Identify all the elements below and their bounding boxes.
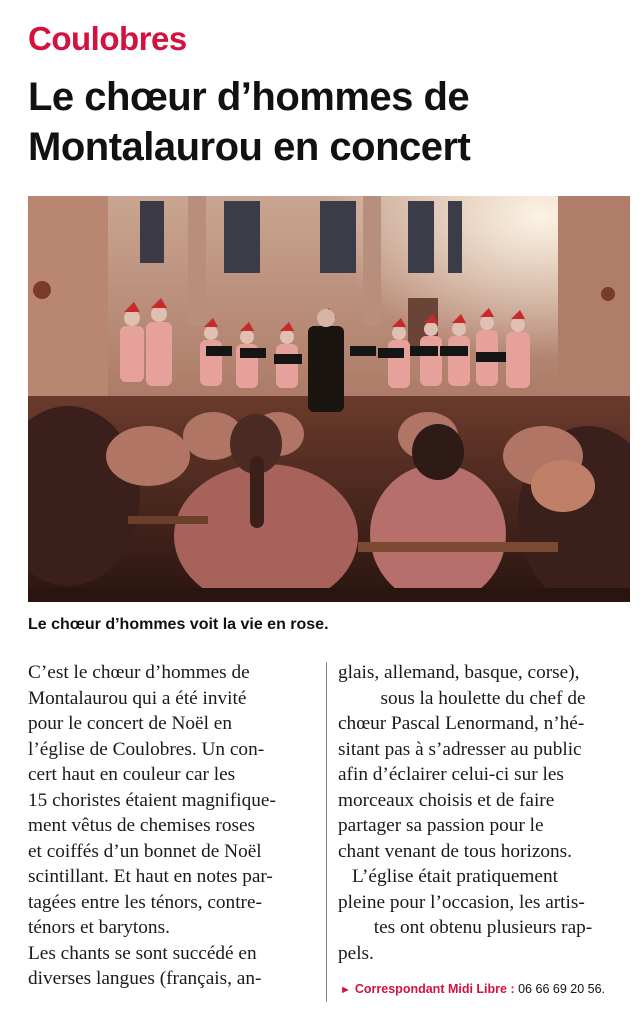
headline-line-1: Le chœur d’hommes de <box>28 75 470 119</box>
correspondent-contact <box>340 982 605 996</box>
text-line: l’église de Coulobres. Un con- <box>28 738 265 760</box>
correspondent-label: Correspondant Midi Libre : <box>354 982 515 996</box>
text-line: diverses langues (français, an- <box>28 968 262 989</box>
text-line: Montalaurou qui a été invité <box>28 687 247 709</box>
article-photo <box>28 196 630 602</box>
text-line: tagées entre les ténors, contre- <box>28 891 262 913</box>
text-line: chant venant de tous horizons. <box>338 840 572 862</box>
text-line: partager sa passion pour le <box>338 815 544 836</box>
text-line: scintillant. Et haut en notes par- <box>28 866 273 887</box>
correspondent-phone: 06 66 69 20 56. <box>518 982 605 996</box>
text-line: pleine pour l’occasion, les artis- <box>338 891 585 913</box>
headline-line-2: Montalaurou en concert <box>28 125 471 169</box>
photo-caption: Le chœur d’hommes voit la vie en rose. <box>28 616 329 633</box>
text-line: tes ont obtenu plusieurs rap- <box>373 917 593 938</box>
text-line: ment vêtus de chemises roses <box>28 815 256 836</box>
text-line: chœur Pascal Lenormand, n’hé- <box>338 713 585 734</box>
text-line: morceaux choisis et de faire <box>338 789 555 811</box>
article-headline <box>28 72 628 172</box>
section-kicker: Coulobres <box>28 20 187 57</box>
text-line: C’est le chœur d’hommes de <box>28 662 250 683</box>
church-concert-illustration <box>28 196 630 602</box>
text-line: Les chants se sont succédé en <box>28 942 257 964</box>
text-line: et coiffés d’un bonnet de Noël <box>28 840 262 862</box>
text-line: ténors et barytons. <box>28 917 170 938</box>
text-line: sous la houlette du chef de <box>380 687 586 709</box>
text-line: pels. <box>338 942 374 964</box>
triangle-arrow-icon: ► <box>340 984 351 996</box>
text-line: afin d’éclairer celui-ci sur les <box>338 764 564 785</box>
text-line: L’église était pratiquement <box>352 866 558 887</box>
text-line: pour le concert de Noël en <box>28 713 232 734</box>
column-divider <box>326 662 327 1002</box>
article-column-right <box>338 660 628 966</box>
text-line: 15 choristes étaient magnifique- <box>28 789 276 811</box>
text-line: cert haut en couleur car les <box>28 764 236 785</box>
text-line: glais, allemand, basque, corse), <box>338 662 580 683</box>
article-column-left <box>28 660 318 992</box>
text-line: sitant pas à s’adresser au public <box>338 738 582 760</box>
